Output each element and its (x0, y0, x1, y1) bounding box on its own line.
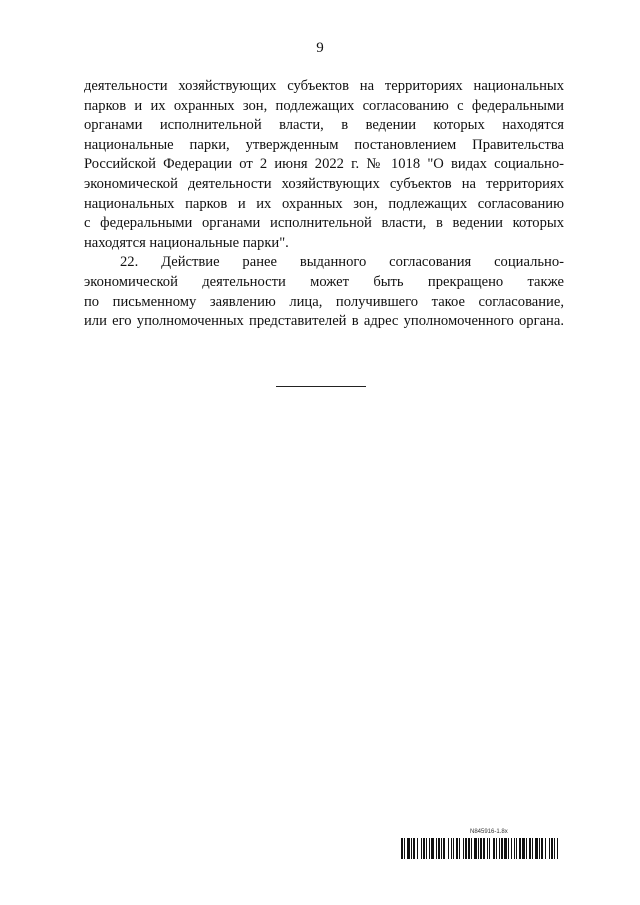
barcode-bar (441, 838, 442, 859)
barcode-bar (401, 838, 403, 859)
text-line: Российской Федерации от 2 июня 2022 г. № 1018 "О видах социально- (84, 156, 564, 173)
barcode-bar (522, 838, 525, 859)
barcode-bar (423, 838, 425, 859)
barcode-bar (508, 838, 509, 859)
barcode-bar (557, 838, 558, 859)
barcode-bar (431, 838, 434, 859)
paragraph-22 (84, 253, 564, 331)
text-line: по письменному заявлению лица, получившего такое согласование, (84, 293, 564, 310)
text-line: национальные парки, утвержденным постановлением Правительства (84, 136, 564, 153)
barcode-bar (468, 838, 470, 859)
barcode-bar (407, 838, 410, 859)
barcode-bar (541, 838, 543, 859)
barcode-bar (459, 838, 460, 859)
barcode-bar (426, 838, 427, 859)
barcode-bar (478, 838, 479, 859)
barcode-bar (448, 838, 449, 859)
barcode-bar (514, 838, 515, 859)
barcode-bar (526, 838, 527, 859)
barcode-bar (549, 838, 550, 859)
text-line: органами исполнительной власти, в ведении которых находятся (84, 117, 564, 134)
barcode-bar (511, 838, 512, 859)
barcode-bar (465, 838, 467, 859)
barcode-bar (483, 838, 485, 859)
barcode-bar (529, 838, 531, 859)
barcode-bar (545, 838, 546, 859)
barcode-bar (489, 838, 490, 859)
text-line: деятельности хозяйствующих субъектов на территориях национальных (84, 78, 564, 94)
barcode-bar (438, 838, 440, 859)
barcode-bar (535, 838, 538, 859)
paragraph-continuation (84, 77, 564, 253)
text-line: экономической деятельности может быть прекращено также (84, 273, 564, 290)
barcode-bar (554, 838, 555, 859)
barcode-bar (539, 838, 540, 859)
document-body (84, 77, 564, 332)
barcode-bar (519, 838, 521, 859)
barcode-bar (480, 838, 482, 859)
text-line: находятся национальные парки". (84, 234, 289, 251)
barcode-bar (493, 838, 495, 859)
barcode-bar (551, 838, 553, 859)
barcode-bar (443, 838, 445, 859)
document-number: N845916-1.8x (470, 829, 508, 835)
barcode-bar (496, 838, 497, 859)
barcode-bar (499, 838, 500, 859)
text-line: экономической деятельности хозяйствующих субъектов на территориях (84, 175, 564, 192)
barcode-bar (456, 838, 458, 859)
barcode-bar (471, 838, 472, 859)
barcode-image (401, 838, 559, 859)
text-line: национальных парков и их охранных зон, подлежащих согласованию (84, 195, 564, 212)
text-line: 22. Действие ранее выданного согласования социально- (120, 254, 564, 271)
barcode-bar (474, 838, 477, 859)
barcode-bar (487, 838, 488, 859)
barcode-bar (417, 838, 418, 859)
barcode-bar (413, 838, 415, 859)
barcode-bar (421, 838, 422, 859)
barcode-bar (504, 838, 507, 859)
barcode-bar (451, 838, 452, 859)
end-divider (276, 386, 366, 387)
barcode-bar (411, 838, 412, 859)
barcode-bar (404, 838, 405, 859)
barcode-bar (429, 838, 430, 859)
barcode-bar (501, 838, 503, 859)
text-line: парков и их охранных зон, подлежащих согласованию с федеральными (84, 97, 564, 114)
text-line: с федеральными органами исполнительной власти, в ведении которых (84, 215, 564, 232)
text-line: или его уполномоченных представителей в адрес уполномоченного органа. (84, 313, 564, 330)
barcode-bar (436, 838, 437, 859)
barcode-bar (532, 838, 533, 859)
page-number: 9 (316, 40, 324, 56)
barcode-bar (463, 838, 464, 859)
barcode-bar (516, 838, 517, 859)
barcode-bar (453, 838, 454, 859)
